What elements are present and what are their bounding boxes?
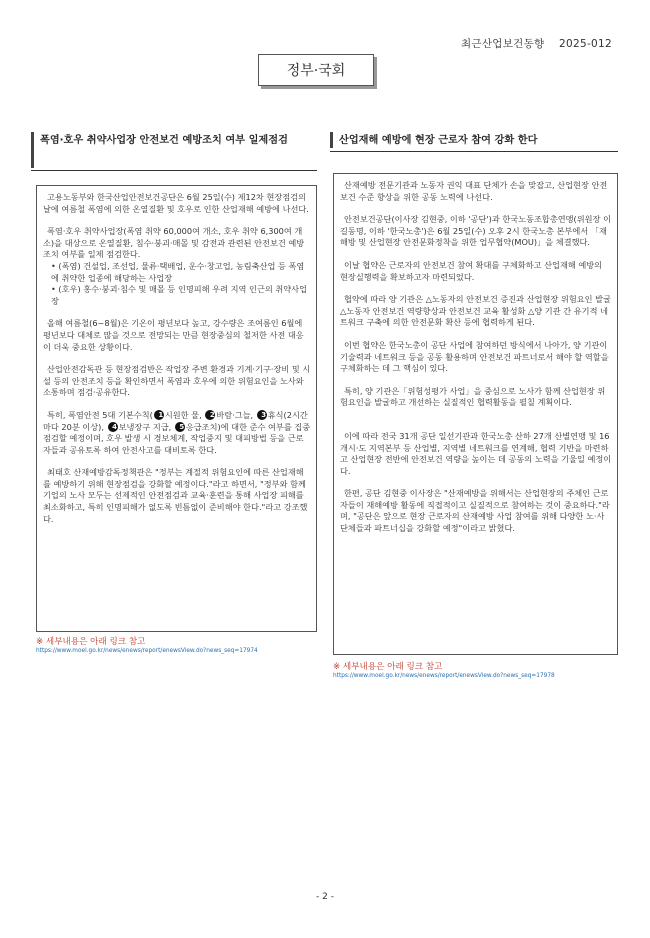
report-issue: 2025-012 — [559, 38, 612, 50]
right-article-box — [333, 173, 618, 655]
section-title-box — [258, 54, 374, 86]
right-title-rule — [330, 151, 618, 152]
section-title: 정부·국회 — [286, 63, 346, 79]
number-badge-3: 3 — [257, 410, 267, 420]
number-badge-2: 2 — [205, 410, 215, 420]
page-number: - 2 - — [316, 892, 334, 902]
report-label: 최근산업보건동향 — [460, 38, 545, 50]
report-header — [461, 36, 612, 51]
right-article-title: 산업재해 예방에 현장 근로자 참여 강화 한다 — [339, 135, 538, 146]
left-title-rule — [31, 170, 317, 171]
left-paragraph: 산업안전감독관 등 현장점검반은 작업장 주변 환경과 기계·기구·장비 및 시설 등의 안전조치 등을 확인하면서 폭염과 호우에 의한 위험요인을 노사와 소통하며 점검·공유한다. — [43, 364, 311, 398]
left-reference-note: ※ 세부내용은 아래 링크 참고 — [36, 637, 146, 647]
right-title-bar — [330, 132, 333, 148]
right-paragraph: 특히, 양 기관은「위험성평가 사업」을 중심으로 노사가 함께 산업현장 위험요인을 발굴하고 개선하는 실질적인 협력활동을 펼칠 계획이다. — [340, 385, 606, 408]
left-paragraph: 최태호 산재예방감독정책관은 "정부는 계절적 위험요인에 따른 산업재해를 예방하기 위해 현장점검을 강화할 예정이다."라고 하면서, "정부와 함께 기업의 노사 모두는 선제적인 안전점검과 교육·훈련을 통해 사업장 피해를 최소화하고, 특히 인명피해가 없도록 빈틈없이 준비해야 한다."라고 강조했다. — [43, 467, 308, 524]
left-title-bar — [31, 132, 34, 168]
number-badge-1: 1 — [154, 410, 164, 420]
left-article-box — [36, 185, 317, 632]
right-paragraph: 한편, 공단 김현중 이사장은 "산재예방을 위해서는 산업현장의 주체인 근로자들이 재해예방 활동에 직접적이고 실질적으로 참여하는 것이 중요하다."라며, "공단은 앞으로 현장 근로자의 산재예방 사업 참여를 위해 다양한 노·사 단체들과 파트너십을 강화할 예정"이라고 밝혔다. — [340, 488, 610, 534]
right-reference-link[interactable]: https://www.moel.go.kr/news/enews/report/enewsView.do?news_seq=17978 — [333, 673, 555, 679]
left-paragraph: 올해 여름철(6~8월)은 기온이 평년보다 높고, 강수량은 조여름인 6월에 평년보다 대체로 많을 것으로 전망되는 만큼 현장중심의 철저한 사전 대응이 더욱 중요한 상황이다. — [43, 318, 304, 352]
left-paragraph: 폭염·호우 취약사업장(폭염 취약 60,000여 개소, 호우 취약 6,300여 개소)을 대상으로 온열질환, 침수·붕괴·매몰 및 감전과 관련된 안전보건 예방조치 여부를 일제 점검한다. — [43, 226, 305, 260]
right-paragraph: 협약에 따라 양 기관은 △노동자의 안전보건 증진과 산업현장 위험요인 발굴 △노동자 안전보건 역량향상과 안전보건 교육 활성화 △양 기관 간 유기적 네트워크 구축에 의한 안전문화 확산 등에 협력하게 된다. — [340, 294, 611, 328]
rules-intro: 특히, 폭염안전 5대 기본수칙( — [47, 409, 153, 420]
right-paragraph: 산재예방 전문기관과 노동자 권익 대표 단체가 손을 맞잡고, 산업현장 안전보건 수준 향상을 위한 공동 노력에 나선다. — [340, 180, 608, 202]
rule-text: 시원한 물, — [164, 409, 205, 420]
rule-text: 응급조치)에 대한 준수 여부를 집중점검할 예정이며, 호우 발생 시 경보체계, 작업중지 및 대피방법 등을 근로자들과 공유토록 하여 안전사고를 대비토록 한다. — [43, 421, 311, 455]
left-paragraph-rules — [43, 410, 311, 456]
right-paragraph: 안전보건공단(이사장 김현중, 이하 '공단')과 한국노동조합총연맹(위원장 이길동명, 이하 '한국노총')은 6월 25일(수) 오후 2시 한국노총 본부에서 「재해방 및 산업현장 안전문화정착을 위한 업무협약(MOU)」을 체결했다. — [340, 214, 611, 248]
right-paragraph: 이에 따라 전국 31개 공단 일선기관과 한국노총 산하 27개 산별연맹 및 16개시·도 지역본부 등 산업별, 지역별 네트워크를 연계해, 협력 기반을 마련하고 산업현장 전반에 안전보건 역량을 높이는 데 공동의 노력을 기울일 예정이다. — [340, 430, 612, 476]
number-badge-5: 5 — [175, 422, 185, 432]
rule-text: 휴식(2시간마다 20분 이상), — [43, 409, 308, 432]
right-reference-note: ※ 세부내용은 아래 링크 참고 — [333, 662, 443, 672]
left-sub-item: • (호우) 홍수·붕괴·침수 및 매몰 등 인명피해 우려 지역 인근의 취약사업장 — [51, 284, 307, 306]
left-paragraph: 고용노동부와 한국산업안전보건공단은 6월 25일(수) 제12차 현장점검의 날에 여름철 폭염에 의한 온열질환 및 호우로 인한 산업재해 예방에 나선다. — [43, 192, 309, 214]
left-article-title: 폭염·호우 취약사업장 안전보건 예방조치 여부 일제점검 — [40, 135, 288, 146]
right-paragraph: 이날 협약은 근로자의 안전보건 참여 확대를 구체화하고 산업재해 예방의 현장실행력을 확보하고자 마련되었다. — [340, 259, 603, 282]
rule-text: 바람·그늘, — [216, 409, 256, 420]
number-badge-4: 4 — [108, 422, 118, 432]
left-sub-item: • (폭염) 건설업, 조선업, 물류·택배업, 운수·창고업, 농림축산업 등 폭염에 취약한 업종에 해당하는 사업장 — [51, 260, 305, 283]
rule-text: 보냉장구 지급, — [118, 421, 174, 432]
left-reference-link[interactable]: https://www.moel.go.kr/news/enews/report/enewsView.do?news_seq=17974 — [36, 648, 258, 654]
right-paragraph: 이번 협약은 한국노총이 공단 사업에 참여하던 방식에서 나아가, 양 기관이 기술력과 네트워크 등을 공동 활용하며 안전보건 파트너로서 해야 할 역할을 구체화하는 데 그 핵심이 있다. — [340, 339, 609, 374]
